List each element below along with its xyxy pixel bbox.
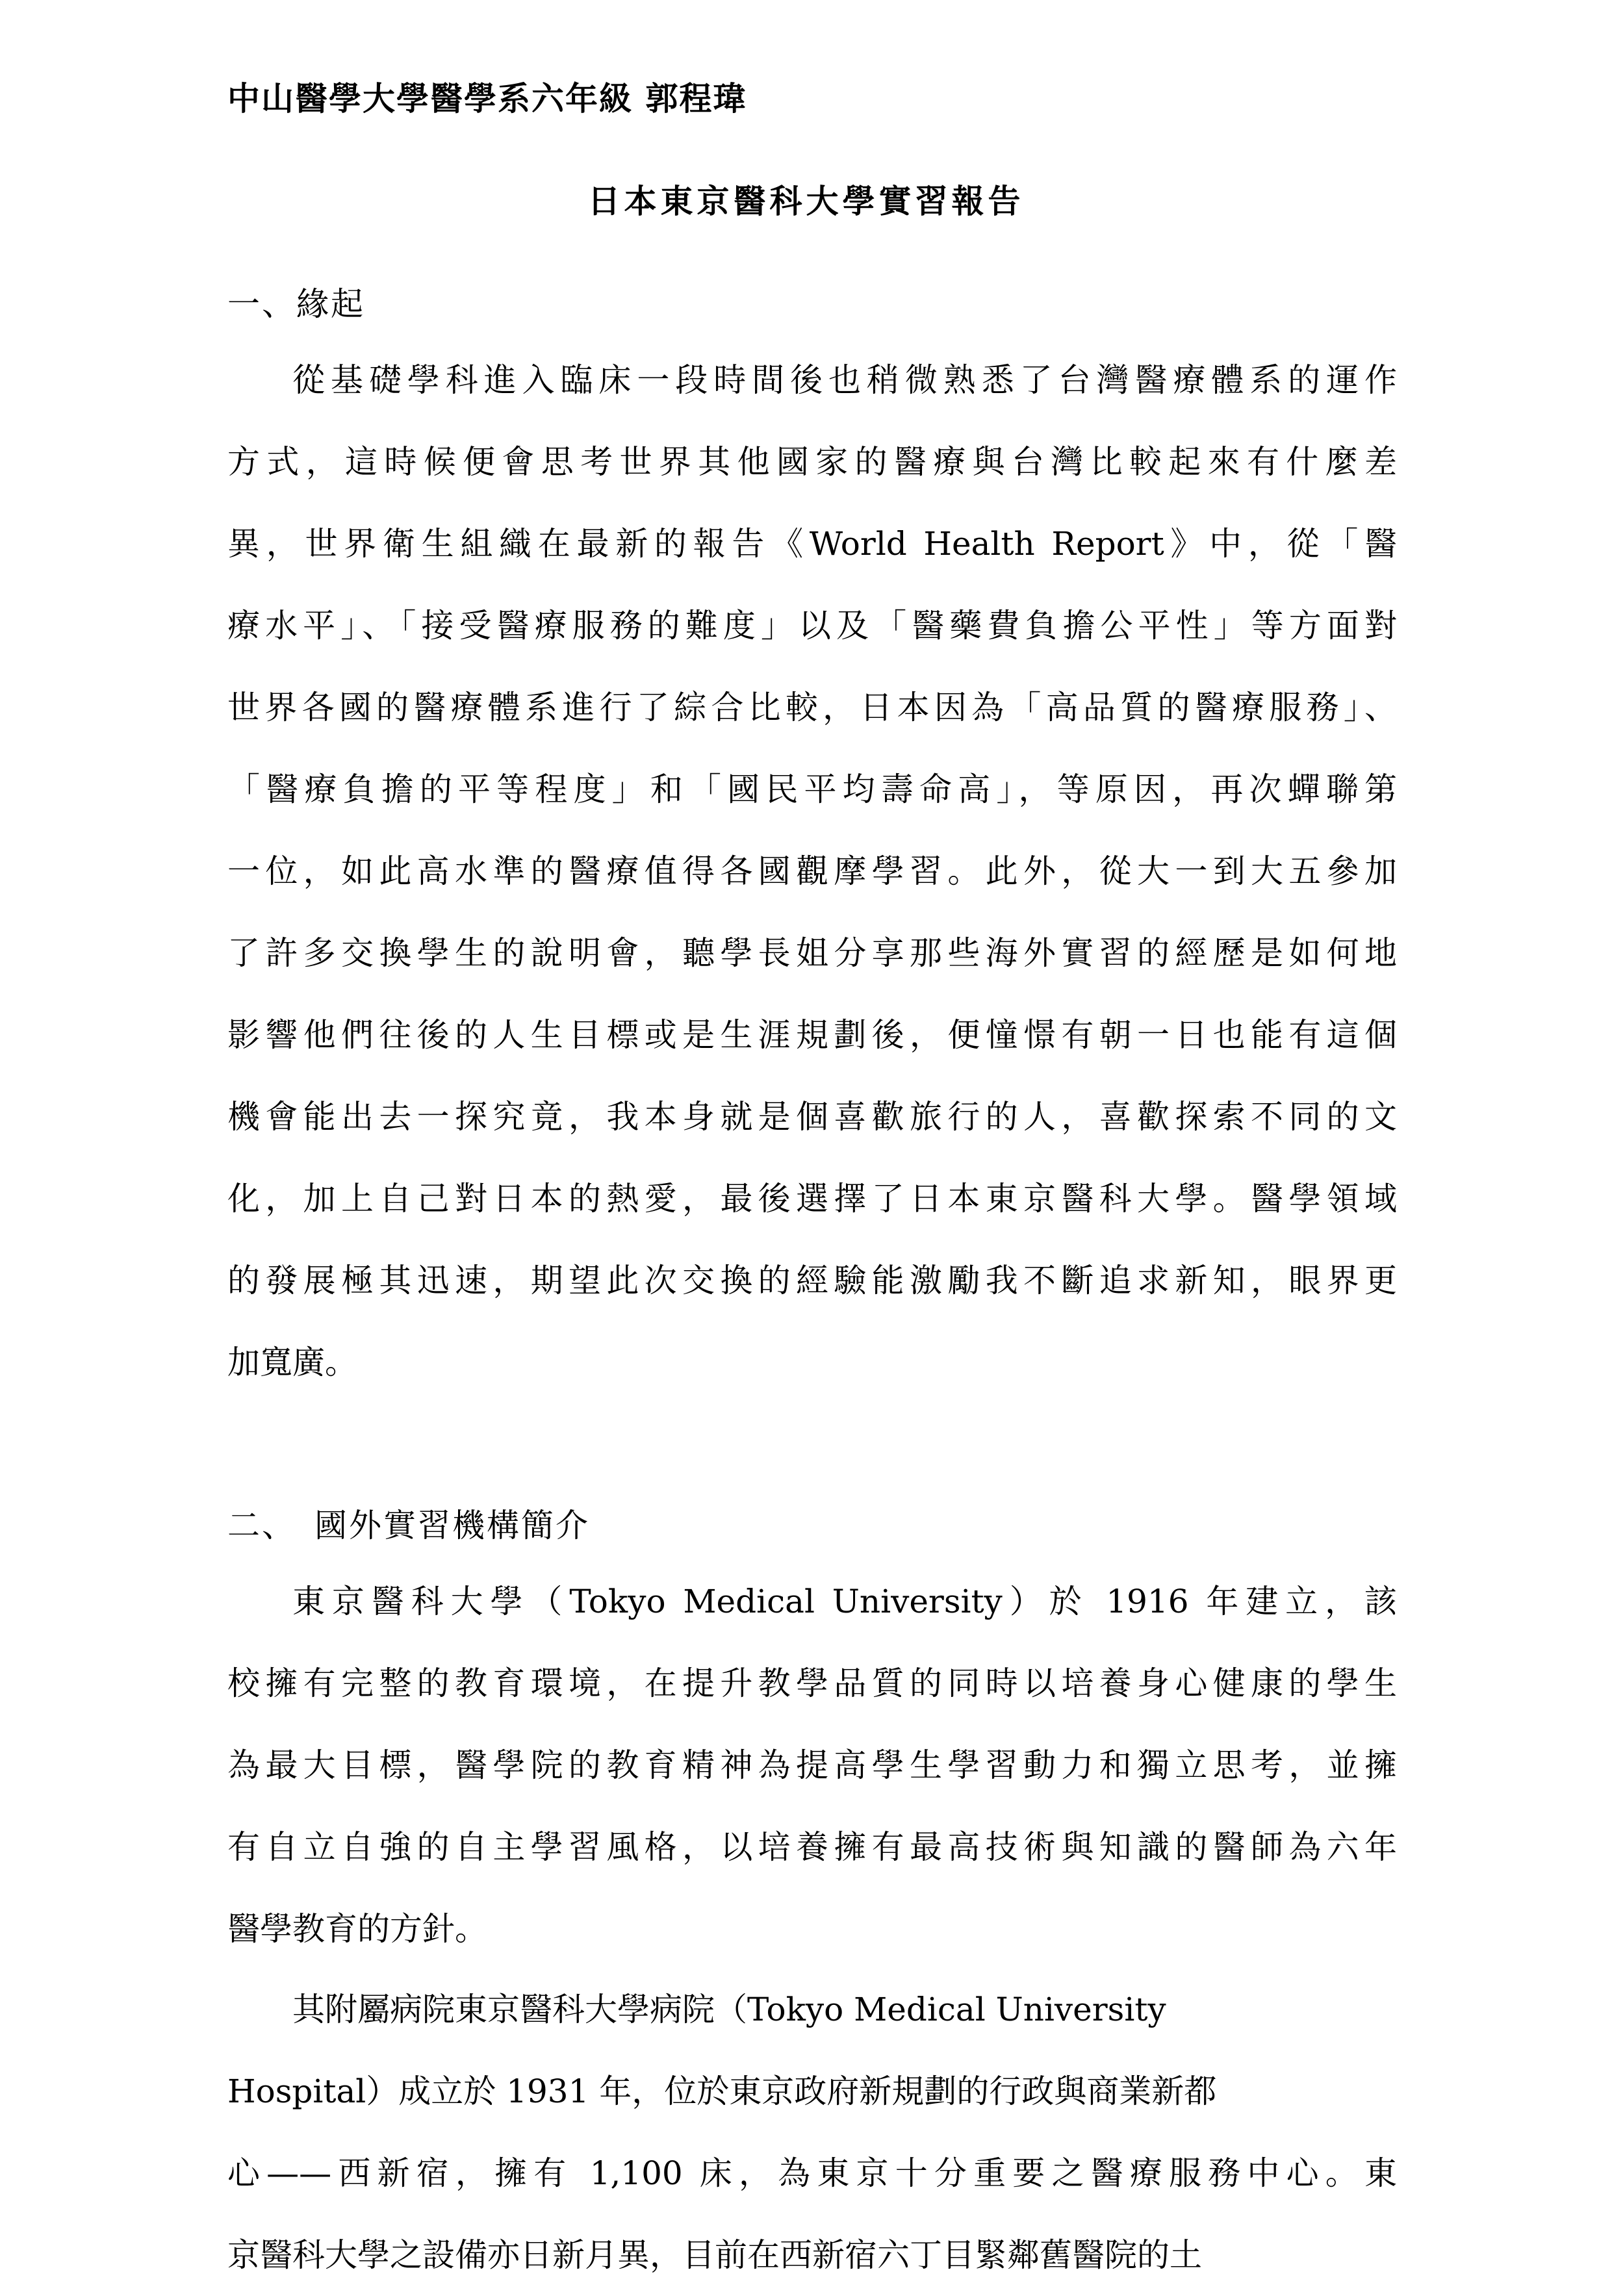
paragraph-line: Hospital）成立於 1931 年，位於東京政府新規劃的行政與商業新都 xyxy=(227,2073,1217,2110)
paragraph-line: 其附屬病院東京醫科大學病院（Tokyo Medical University xyxy=(292,1991,1166,2028)
author-line: 中山醫學大學醫學系六年級 郭程瑋 xyxy=(227,79,747,118)
section-heading-institution: 二、 國外實習機構簡介 xyxy=(227,1507,590,1544)
paragraph-line: 療水平」、「接受醫療服務的難度」以及「醫藥費負擔公平性」等方面對 xyxy=(227,607,1397,644)
section-institution-paragraph-1 xyxy=(227,1561,1397,1970)
paragraph-line: 機會能出去一探究竟，我本身就是個喜歡旅行的人，喜歡探索不同的文 xyxy=(227,1098,1397,1136)
paragraph-line: 世界各國的醫療體系進行了綜合比較，日本因為「高品質的醫療服務」、 xyxy=(227,689,1397,726)
paragraph-line: 校擁有完整的教育環境，在提升教學品質的同時以培養身心健康的學生 xyxy=(227,1665,1397,1702)
document-title: 日本東京醫科大學實習報告 xyxy=(587,182,1025,220)
section-institution-paragraph-2 xyxy=(227,1969,1397,2296)
paragraph-line: 的發展極其迅速，期望此次交換的經驗能激勵我不斷追求新知，眼界更 xyxy=(227,1262,1397,1299)
paragraph-line: 方式，這時候便會思考世界其他國家的醫療與台灣比較起來有什麼差 xyxy=(227,443,1397,481)
paragraph-line: 為最大目標，醫學院的教育精神為提高學生學習動力和獨立思考，並擁 xyxy=(227,1746,1397,1784)
paragraph-line: 從基礎學科進入臨床一段時間後也稍微熟悉了台灣醫療體系的運作 xyxy=(292,361,1397,399)
paragraph-line: 心——西新宿，擁有 1,100 床，為東京十分重要之醫療服務中心。東 xyxy=(227,2154,1397,2192)
paragraph-line: 京醫科大學之設備亦日新月異，目前在西新宿六丁目緊鄰舊醫院的土 xyxy=(227,2236,1202,2274)
paragraph-line: 東京醫科大學（Tokyo Medical University）於 1916 年建立，該 xyxy=(292,1583,1397,1620)
paragraph-line: 了許多交換學生的說明會，聽學長姐分享那些海外實習的經歷是如何地 xyxy=(227,934,1397,972)
paragraph-line: 影響他們往後的人生目標或是生涯規劃後，便憧憬有朝一日也能有這個 xyxy=(227,1016,1397,1054)
paragraph-line: 「醫療負擔的平等程度」和「國民平均壽命高」，等原因，再次蟬聯第 xyxy=(227,771,1397,808)
section-origin-paragraph xyxy=(227,339,1397,1403)
paragraph-line: 化，加上自己對日本的熱愛，最後選擇了日本東京醫科大學。醫學領域 xyxy=(227,1180,1397,1218)
paragraph-line: 一位，如此高水準的醫療值得各國觀摩學習。此外，從大一到大五參加 xyxy=(227,852,1397,890)
paragraph-line: 醫學教育的方針。 xyxy=(227,1910,487,1948)
paragraph-line: 加寬廣。 xyxy=(227,1344,357,1381)
section-heading-origin: 一、緣起 xyxy=(227,285,365,323)
paragraph-line: 異，世界衛生組織在最新的報告《World Health Report》中，從「醫 xyxy=(227,525,1397,563)
paragraph-line: 有自立自強的自主學習風格，以培養擁有最高技術與知識的醫師為六年 xyxy=(227,1828,1397,1866)
